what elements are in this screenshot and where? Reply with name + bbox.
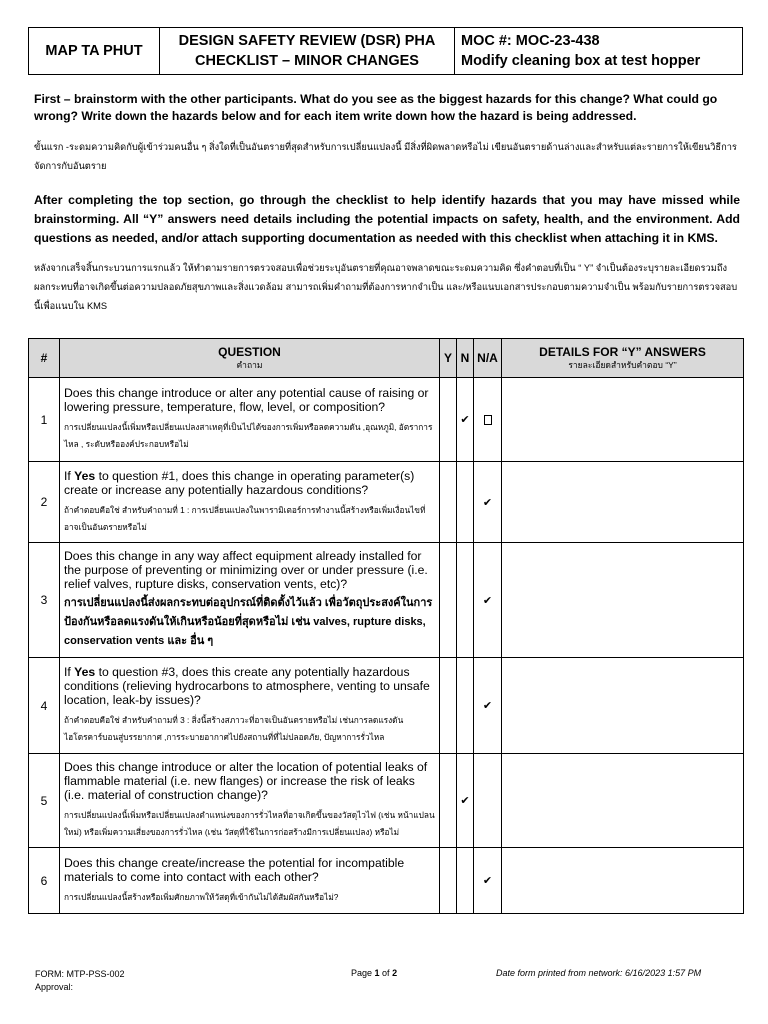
checklist-header-row: [29, 339, 744, 378]
intro-paragraph-thai: ขั้นแรก -ระดมความคิดกับผู้เข้าร่วมคนอื่น ๆ สิ่งใดที่เป็นอันตรายที่สุดสำหรับการเปลี่ยนแปลงนี้ มีสิ่งที่ผิดพลาดหรือไม่ เขียนอันตรายด้านล่างและสำหรับแต่ละรายการให้เขียนวิธีการจัดการกับอันตราย: [34, 142, 737, 171]
instructions-paragraph: After completing the top section, go through the checklist to help identify hazards that you may have missed while brainstorming. All “Y” answers need details including the potential impacts on safety, health, and the environment. Add questions as needed, and/or attach supporting documentation as needed with this checklist when attaching it in KMS.: [34, 193, 740, 245]
question-text-thai: การเปลี่ยนแปลงนี้เพิ่มหรือเปลี่ยนแปลงตำแหน่งของการรั่วไหลที่อาจเกิดขึ้นของวัสดุไวไฟ (เช่น หน้าแปลนใหม่) หรือเพิ่มความเสี่ยงของการรั่วไหล (เช่น วัสดุที่ใช้ในการก่อสร้างมีการเปลี่ยนแปลง) หรือไม่: [64, 810, 435, 837]
question-text: Does this change create/increase the potential for incompatible materials to come into contact with each other?: [64, 855, 405, 884]
moc-number: MOC #: MOC-23-438: [461, 33, 600, 49]
question-emphasis: Yes: [74, 665, 96, 679]
row-number: 6: [29, 848, 60, 914]
site-name: MAP TA PHUT: [29, 28, 160, 75]
question-text-thai: การเปลี่ยนแปลงนี้เพิ่มหรือเปลี่ยนแปลงสาเหตุที่เป็นไปได้ของการเพิ่มหรือลดความดัน ,อุณหภูมิ, อัตราการไหล , ระดับหรือองค์ประกอบหรือไม่: [64, 422, 433, 449]
question-text: If Yes to question #1, does this change in operating parameter(s) create or increase any potentially hazardous conditions?: [64, 468, 415, 497]
details-cell[interactable]: [502, 462, 744, 543]
question-cell: [60, 378, 440, 462]
col-header-no: N: [457, 339, 474, 378]
table-row: [29, 658, 744, 754]
col-header-na: N/A: [474, 339, 502, 378]
question-text-rest: to question #1, does this change in operating parameter(s) create or increase any potentially hazardous conditions?: [64, 468, 415, 497]
intro-paragraph: First – brainstorm with the other participants. What do you see as the biggest hazards for this change? What could go wrong? Write down the hazards below and for each item write down how the hazard is being addressed.: [34, 92, 718, 123]
details-cell[interactable]: [502, 848, 744, 914]
answer-yes-cell[interactable]: [440, 848, 457, 914]
answer-no-cell[interactable]: [457, 543, 474, 658]
form-title-line1: DESIGN SAFETY REVIEW (DSR) PHA: [178, 33, 436, 49]
row-number: 4: [29, 658, 60, 754]
answer-na-cell[interactable]: [474, 378, 502, 462]
checklist-table: [28, 338, 744, 914]
question-cell: [60, 462, 440, 543]
answer-no-cell[interactable]: [457, 658, 474, 754]
moc-info: [455, 28, 743, 75]
question-text: Does this change introduce or alter the location of potential leaks of flammable material (i.e. new flanges) or increase the risk of leaks (i.e. material of construction change)?: [64, 760, 428, 802]
question-text-thai: การเปลี่ยนแปลงนี้สร้างหรือเพิ่มศักยภาพให้วัสดุที่เข้ากันไม่ได้สัมผัสกันหรือไม่?: [64, 891, 339, 902]
footer-form-info: [35, 968, 125, 994]
form-title: [160, 28, 455, 75]
col-header-yes: Y: [440, 339, 457, 378]
answer-yes-cell[interactable]: [440, 543, 457, 658]
col-header-number: #: [29, 339, 60, 378]
question-cell: [60, 658, 440, 754]
row-number: 5: [29, 754, 60, 848]
col-header-details: DETAILS FOR “Y” ANSWERS รายละเอียดสำหรับคำตอบ “Y”: [502, 339, 744, 378]
question-emphasis: Yes: [74, 468, 96, 483]
question-text-thai: การเปลี่ยนแปลงนี้ส่งผลกระทบต่ออุปกรณ์ที่ติดตั้งไว้แล้ว เพื่อวัตถุประสงค์ในการป้องกันหรือลดแรงดันให้เกินหรือน้อยที่สุดหรือไม่ เช่น valves, rupture disks, conservation vents และ อื่น ๆ: [64, 597, 433, 647]
answer-na-cell[interactable]: ✔: [474, 658, 502, 754]
table-row: [29, 378, 744, 462]
table-row: [29, 848, 744, 914]
print-date: Date form printed from network: 6/16/2023 1:57 PM: [496, 968, 702, 978]
header-table: [28, 27, 743, 75]
answer-yes-cell[interactable]: [440, 658, 457, 754]
question-text: If Yes to question #3, does this create any potentially hazardous conditions (relieving hydrocarbons to atmosphere, venting to unsafe location, leak-by issues)?: [64, 665, 430, 707]
details-cell[interactable]: [502, 543, 744, 658]
col-header-question: QUESTION คำถาม: [60, 339, 440, 378]
question-text-thai: ถ้าคำตอบคือใช่ สำหรับคำถามที่ 3 : สิ่งนี้สร้างสภาวะที่อาจเป็นอันตรายหรือไม่ เช่นการลดแรงดันไฮโดรคาร์บอนสู่บรรยากาศ ,การระบายอากาศไปยังสถานที่ที่ไม่ปลอดภัย, ปัญหาการรั่วไหล: [64, 715, 404, 742]
page-label: Page: [351, 968, 375, 978]
question-text-thai: ถ้าคำตอบคือใช่ สำหรับคำถามที่ 1 : การเปลี่ยนแปลงในพารามิเตอร์การทำงานนี้สร้างหรือเพิ่มเงื่อนไขที่อาจเป็นอันตรายหรือไม่: [64, 504, 426, 532]
answer-yes-cell[interactable]: [440, 462, 457, 543]
question-text-rest: to question #3, does this create any potentially hazardous conditions (relieving hydrocarbons to atmosphere, venting to unsafe location, leak-by issues)?: [64, 665, 430, 707]
answer-yes-cell[interactable]: [440, 754, 457, 848]
moc-description: Modify cleaning box at test hopper: [461, 53, 701, 69]
row-number: 1: [29, 378, 60, 462]
table-row: [29, 462, 744, 543]
question-cell: [60, 848, 440, 914]
details-cell[interactable]: [502, 378, 744, 462]
page-current: 1: [374, 968, 380, 978]
table-row: [29, 754, 744, 848]
approval-label: Approval:: [35, 982, 74, 992]
details-cell[interactable]: [502, 658, 744, 754]
question-text: Does this change introduce or alter any potential cause of raising or lowering pressure, temperature, flow, level, or composition?: [64, 386, 429, 414]
answer-na-cell[interactable]: ✔: [474, 462, 502, 543]
question-text: Does this change in any way affect equipment already installed for the purpose of preventing or minimizing over or under pressure (i.e. relief valves, rupture disks, conservation vents, etc)?: [64, 549, 428, 591]
page-indicator: [351, 968, 397, 978]
answer-no-cell[interactable]: ✔: [457, 378, 474, 462]
answer-no-cell[interactable]: [457, 848, 474, 914]
form-number: FORM: MTP-PSS-002: [35, 969, 125, 979]
instructions-paragraph-thai: หลังจากเสร็จสิ้นกระบวนการแรกแล้ว ให้ทำตามรายการตรวจสอบเพื่อช่วยระบุอันตรายที่คุณอาจพลาดขณะระดมความคิด ซึ่งคำตอบที่เป็น “ Y” จำเป็นต้องระบุรายละเอียดรวมถึงผลกระทบที่อาจเกิดขึ้นต่อความปลอดภัยสุขภาพและสิ่งแวดล้อม สามารถเพิ่มคำถามที่ต้องการหากจำเป็น และ/หรือแนบเอกสารประกอบตามความจำเป็น พร้อมกับรายการตรวจสอบนี้เพื่อแนบใน KMS: [34, 263, 738, 311]
question-cell: [60, 754, 440, 848]
page-of: of: [379, 968, 393, 978]
row-number: 3: [29, 543, 60, 658]
answer-na-cell[interactable]: ✔: [474, 848, 502, 914]
answer-na-cell[interactable]: [474, 754, 502, 848]
answer-no-cell[interactable]: ✔: [457, 754, 474, 848]
details-cell[interactable]: [502, 754, 744, 848]
form-title-line2: CHECKLIST – MINOR CHANGES: [195, 53, 419, 69]
question-cell: [60, 543, 440, 658]
answer-yes-cell[interactable]: [440, 378, 457, 462]
row-number: 2: [29, 462, 60, 543]
answer-na-cell[interactable]: ✔: [474, 543, 502, 658]
empty-checkbox-icon[interactable]: [484, 415, 492, 425]
page-total: 2: [392, 968, 398, 978]
table-row: [29, 543, 744, 658]
answer-no-cell[interactable]: [457, 462, 474, 543]
